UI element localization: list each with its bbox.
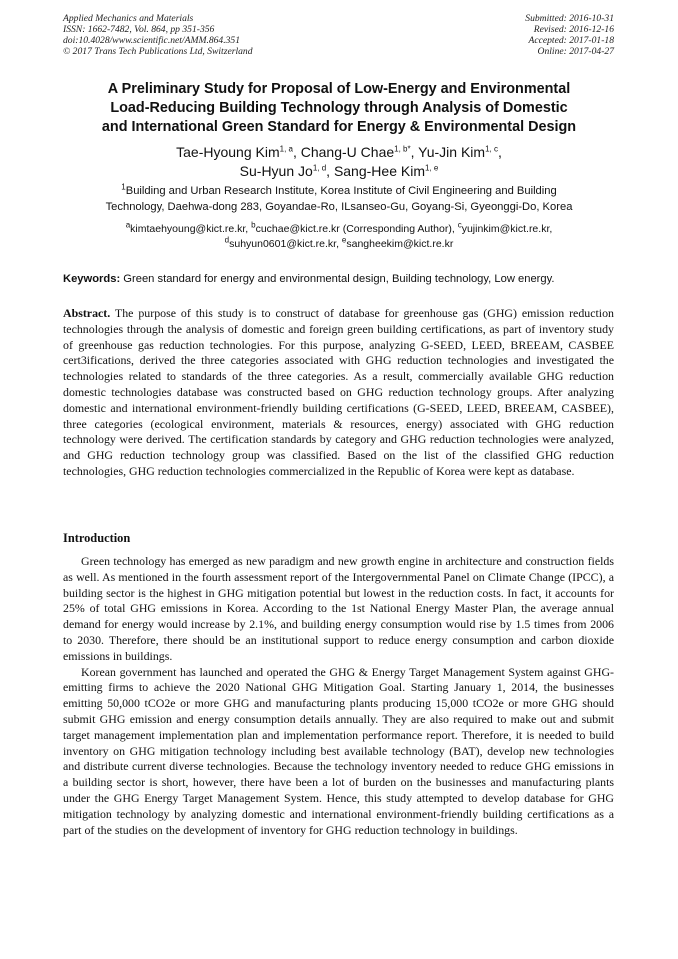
email-link[interactable]: suhyun0601@kict.re.kr,	[229, 238, 342, 250]
paragraph: Korean government has launched and operated the GHG & Energy Target Management System against GHG-emitting firms to achieve the 2020 National GHG Mitigation Goal. Starting January 1, 2014, the businesses emitting 50,000 tCO2e or more GHG and manufacturing plants producing 15,000 tCO2e or more GHG should submit GHG emission and energy consumption details annually. They are also required to make out and submit target management implementation plan and implementation performance report. Therefore, it is needed to build inventory on GHG mitigation technology including best available technology (BAT), develop new technologies and distribute current diverse technologies. Because the technology inventory needed to reduce GHG emissions in a building sector is short, however, there have been a lot of burden on the businesses and manufacturing plants under the GHG Energy Target Management System. Hence, this study attempted to develop database for GHG mitigation technology by analyzing domestic and international environment-friendly building certifications as a part of the studies on the development of inventory for GHG reduction technology in buildings.	[63, 664, 614, 837]
author-list	[60, 143, 618, 181]
author-separator: ,	[410, 144, 419, 160]
email-link[interactable]: sangheekim@kict.re.kr	[346, 238, 454, 250]
affiliation	[60, 183, 618, 215]
author-affiliation-mark: 1, d	[312, 163, 327, 173]
title-line: and International Green Standard for Energy & Environmental Design	[101, 119, 577, 135]
journal-issn: ISSN: 1662-7482, Vol. 864, pp 351-356	[63, 24, 215, 35]
accepted-date: Accepted: 2017-01-18	[528, 35, 614, 46]
online-date: Online: 2017-04-27	[537, 46, 614, 57]
author-name: Sang-Hee Kim	[333, 163, 425, 179]
affiliation-mark: 1	[121, 182, 126, 192]
author-line	[60, 162, 618, 181]
author-affiliation-mark: 1, e	[424, 163, 439, 173]
author-affiliation-mark: 1, c	[485, 144, 498, 154]
author-name: Chang-U Chae	[300, 144, 395, 160]
email-line: $^d$suhyun0601@kict.re.kr, $^e$sangheekim@kict.re.kr	[224, 235, 454, 250]
author-emails	[60, 222, 618, 252]
submission-dates	[525, 13, 614, 57]
author-name: Yu-Jin Kim	[418, 144, 486, 160]
revised-date: Revised: 2016-12-16	[533, 24, 614, 35]
abstract-label: Abstract.	[63, 306, 111, 320]
author-name: Su-Hyun Jo	[239, 163, 313, 179]
author-separator: ,	[326, 163, 334, 179]
abstract-text: The purpose of this study is to construct of database for greenhouse gas (GHG) emission reduction technologies through the analysis of domestic and foreign green building certifications, as part of inventory study of greenhouse gas reduction technologies. For this purpose, analyzing G-SEED, LEED, BREEAM, CASBEE cert3ifications, derived the three categories associated with GHG reduction technologies and investigated the technologies related to standards of the three categories. As a result, commercially available GHG reduction domestic technologies database was constructed based on GHG reduction technology groups. After analyzing domestic and international environment-friendly building certifications (G-SEED, LEED, BREEAM, CASBEE), three categories (ecological environment, materials & resources, energy) associated with GHG reduction technology were derived. The certification standards by category and GHG reduction technologies were analyzed, and GHG reduction technology group was classified. Based on the list of the classified GHG reduction technologies, GHG reduction technologies commercialized in the Republic of Korea were kept as database.	[63, 306, 614, 478]
abstract	[63, 306, 614, 480]
author-separator: ,	[292, 144, 301, 160]
keywords-label: Keywords:	[63, 273, 121, 285]
keywords	[63, 272, 623, 286]
keywords-text: Green standard for energy and environmental design, Building technology, Low energy.	[120, 273, 555, 285]
email-line: $^a$kimtaehyoung@kict.re.kr, $^b$cuchae@kict.re.kr (Corresponding Author), $^c$yujinkim@kict.re.kr,	[125, 220, 553, 235]
introduction-body	[63, 554, 614, 838]
email-link[interactable]: yujinkim@kict.re.kr,	[461, 223, 553, 235]
journal-info	[63, 13, 253, 57]
paragraph: Green technology has emerged as new paradigm and new growth engine in architecture and construction fields as well. As mentioned in the fourth assessment report of the Intergovernmental Panel on Climate Change (IPCC), a building sector is the highest in GHG mitigation potential but lowest in the reduction costs. In fact, it accounts for 25% of total GHG emissions in Korea. According to the 1st National Energy Master Plan, the average annual demand for energy would increase by 2.1%, and building energy consumption would rise by 1.5 times from 2006 to 2030. Therefore, there should be an institutional support to reduce energy consumption and carbon dioxide emissions in buildings.	[63, 554, 614, 663]
email-link[interactable]: kimtaehyoung@kict.re.kr,	[130, 223, 252, 235]
journal-doi: doi:10.4028/www.scientific.net/AMM.864.351	[63, 35, 241, 46]
email-link[interactable]: cuchae@kict.re.kr (Corresponding Author),	[255, 223, 458, 235]
affiliation-line: Technology, Daehwa-dong 283, Goyandae-Ro, ILsanseo-Gu, Goyang-Si, Gyeonggi-Do, Korea	[105, 201, 573, 213]
author-affiliation-mark: 1, b*	[394, 144, 411, 154]
title-line: Load-Reducing Building Technology through Analysis of Domestic	[110, 100, 568, 116]
author-affiliation-mark: 1, a	[279, 144, 293, 154]
title-line: A Preliminary Study for Proposal of Low-Energy and Environmental	[107, 81, 571, 97]
section-heading: Introduction	[63, 531, 131, 545]
author-name: Tae-Hyoung Kim	[176, 144, 280, 160]
journal-copyright: © 2017 Trans Tech Publications Ltd, Switzerland	[63, 46, 253, 57]
author-line: Tae-Hyoung Kim$^{1, a}$, Chang-U Chae$^{1, b*}$, Yu-Jin Kim$^{1, c}$,	[176, 144, 502, 160]
submitted-date: Submitted: 2016-10-31	[525, 13, 614, 24]
affiliation-line: $^1$Building and Urban Research Institute, Korea Institute of Civil Engineering and Building	[121, 182, 557, 197]
journal-name: Applied Mechanics and Materials	[63, 13, 194, 24]
paper-title	[60, 80, 618, 137]
